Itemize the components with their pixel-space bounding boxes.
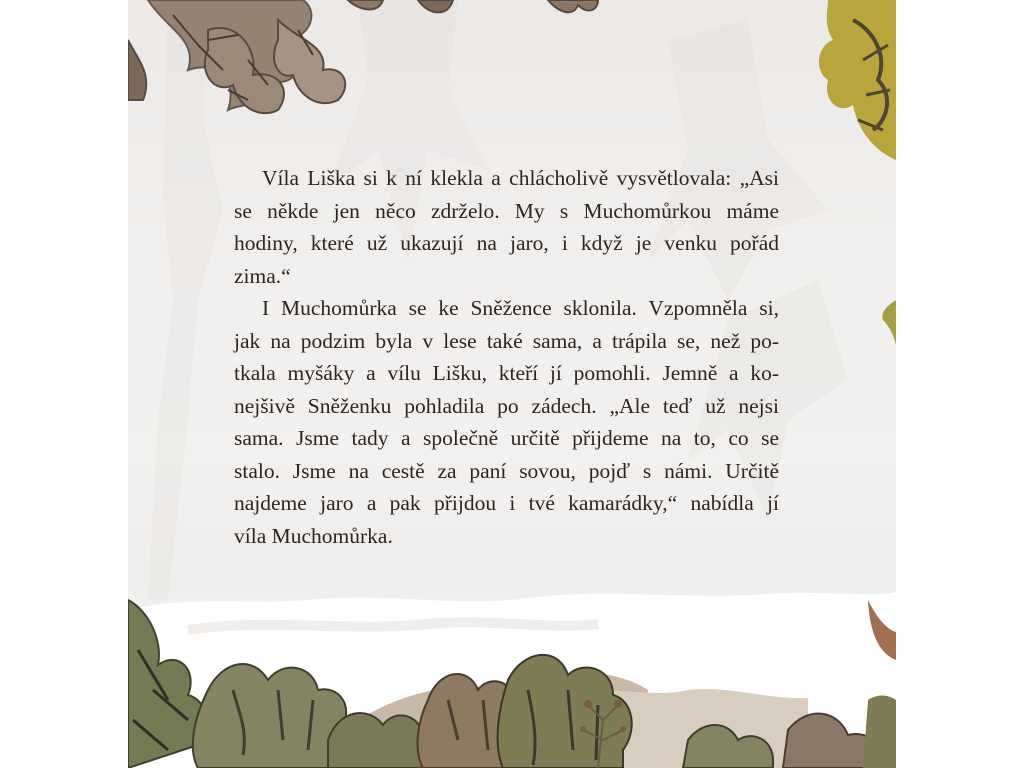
story-line: zima.“ <box>234 263 291 288</box>
story-line: sama. Jsme tady a společně určitě přijdeme na to, co se <box>234 426 779 450</box>
story-text <box>234 162 779 552</box>
story-line: najdeme jaro a pak přijdou i tvé kamarádky,“ nabídla jí <box>234 491 779 515</box>
story-line: víla Muchomůrka. <box>234 523 393 548</box>
story-line: jak na podzim byla v lese také sama, a trápila se, než po- <box>234 328 779 353</box>
story-line: nejšivě Sněženku pohladila po zádech. „Ale teď už nejsi <box>234 393 779 418</box>
story-line: se někde jen něco zdrželo. My s Muchomůrkou máme <box>234 198 779 223</box>
story-line: tkala myšáky a vílu Lišku, kteří jí pomohli. Jemně a ko- <box>234 361 779 385</box>
top-right-foliage <box>819 0 896 345</box>
story-line: Víla Liška si k ní klekla a chlácholivě vysvětlovala: „Asi <box>262 166 779 190</box>
story-line: I Muchomůrka se ke Sněžence sklonila. Vzpomněla si, <box>262 296 779 320</box>
illustrated-book-page <box>128 0 896 768</box>
story-line: stalo. Jsme na cestě za paní sovou, pojď s námi. Určitě <box>234 458 779 483</box>
story-line: hodiny, které už ukazují na jaro, i když je venku pořád <box>234 231 779 255</box>
